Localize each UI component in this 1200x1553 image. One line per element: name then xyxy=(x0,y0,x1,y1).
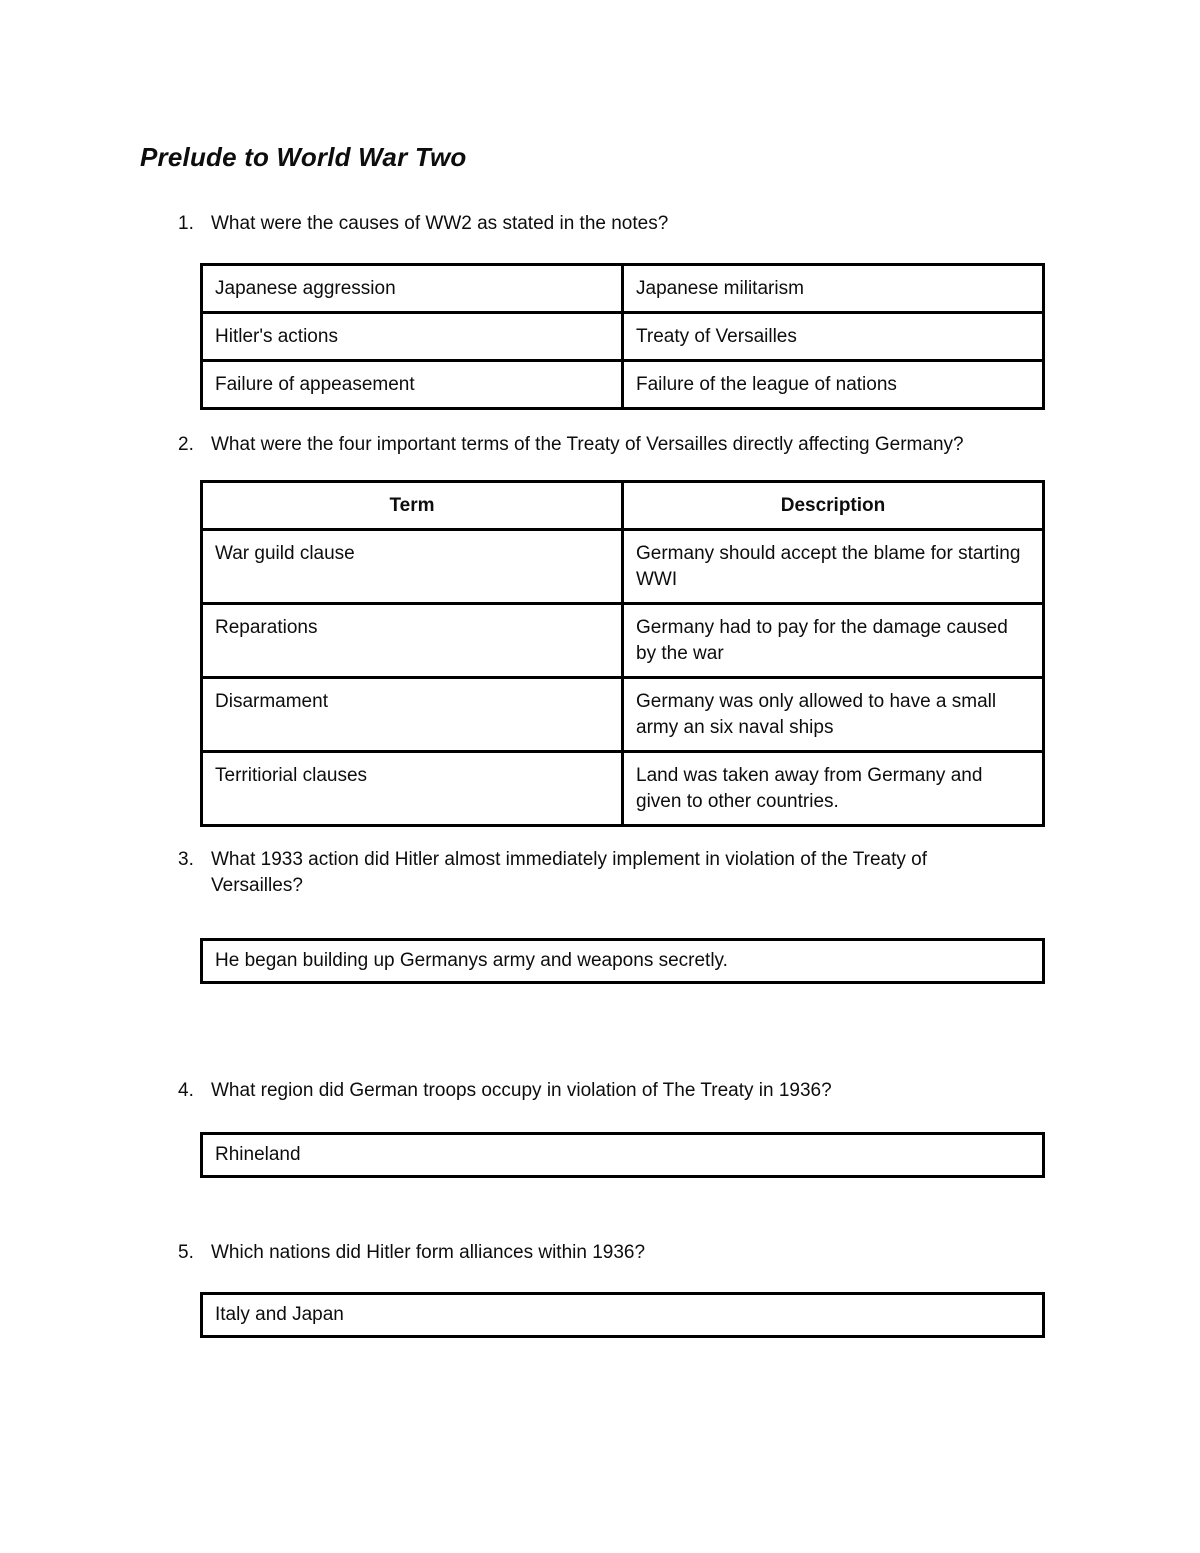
question-3 xyxy=(178,847,978,899)
causes-cell: Hitler's actions xyxy=(202,313,623,361)
terms-header-term: Term xyxy=(202,482,623,530)
question-4-number: 4. xyxy=(178,1080,194,1101)
question-2 xyxy=(178,432,978,458)
table-header-row xyxy=(202,482,1044,530)
answer-box-3 xyxy=(200,938,1045,984)
answer-3-text: He began building up Germanys army and weapons secretly. xyxy=(215,950,728,971)
description-cell: Germany should accept the blame for starting WWI xyxy=(623,530,1044,604)
question-2-text: What were the four important terms of the Treaty of Versailles directly affecting Germany? xyxy=(211,434,964,455)
term-cell: Reparations xyxy=(202,604,623,678)
answer-4-text: Rhineland xyxy=(215,1144,301,1165)
table-row xyxy=(202,313,1044,361)
causes-cell: Failure of the league of nations xyxy=(623,361,1044,409)
causes-cell: Japanese aggression xyxy=(202,265,623,313)
terms-header-description: Description xyxy=(623,482,1044,530)
question-3-number: 3. xyxy=(178,849,194,870)
question-5-number: 5. xyxy=(178,1242,194,1263)
table-row xyxy=(202,361,1044,409)
causes-table xyxy=(200,263,1045,410)
description-cell: Germany was only allowed to have a small army an six naval ships xyxy=(623,678,1044,752)
description-cell: Germany had to pay for the damage caused by the war xyxy=(623,604,1044,678)
terms-table xyxy=(200,480,1045,827)
question-1 xyxy=(178,211,978,237)
term-cell: Disarmament xyxy=(202,678,623,752)
table-row xyxy=(202,752,1044,826)
question-1-text: What were the causes of WW2 as stated in the notes? xyxy=(211,213,669,234)
question-4 xyxy=(178,1078,978,1104)
causes-cell: Failure of appeasement xyxy=(202,361,623,409)
answer-box-4 xyxy=(200,1132,1045,1178)
question-4-text: What region did German troops occupy in violation of The Treaty in 1936? xyxy=(211,1080,832,1101)
answer-5-text: Italy and Japan xyxy=(215,1304,344,1325)
table-row xyxy=(202,530,1044,604)
table-row xyxy=(202,604,1044,678)
term-cell: Territiorial clauses xyxy=(202,752,623,826)
table-row xyxy=(202,678,1044,752)
question-3-text: What 1933 action did Hitler almost immediately implement in violation of the Treaty of Versailles? xyxy=(211,849,927,896)
causes-cell: Treaty of Versailles xyxy=(623,313,1044,361)
description-cell: Land was taken away from Germany and given to other countries. xyxy=(623,752,1044,826)
table-row xyxy=(202,265,1044,313)
term-cell: War guild clause xyxy=(202,530,623,604)
answer-box-5 xyxy=(200,1292,1045,1338)
question-1-number: 1. xyxy=(178,213,194,234)
page-title: Prelude to World War Two xyxy=(140,142,467,172)
question-5-text: Which nations did Hitler form alliances within 1936? xyxy=(211,1242,646,1263)
question-5 xyxy=(178,1240,978,1266)
causes-cell: Japanese militarism xyxy=(623,265,1044,313)
question-2-number: 2. xyxy=(178,434,194,455)
